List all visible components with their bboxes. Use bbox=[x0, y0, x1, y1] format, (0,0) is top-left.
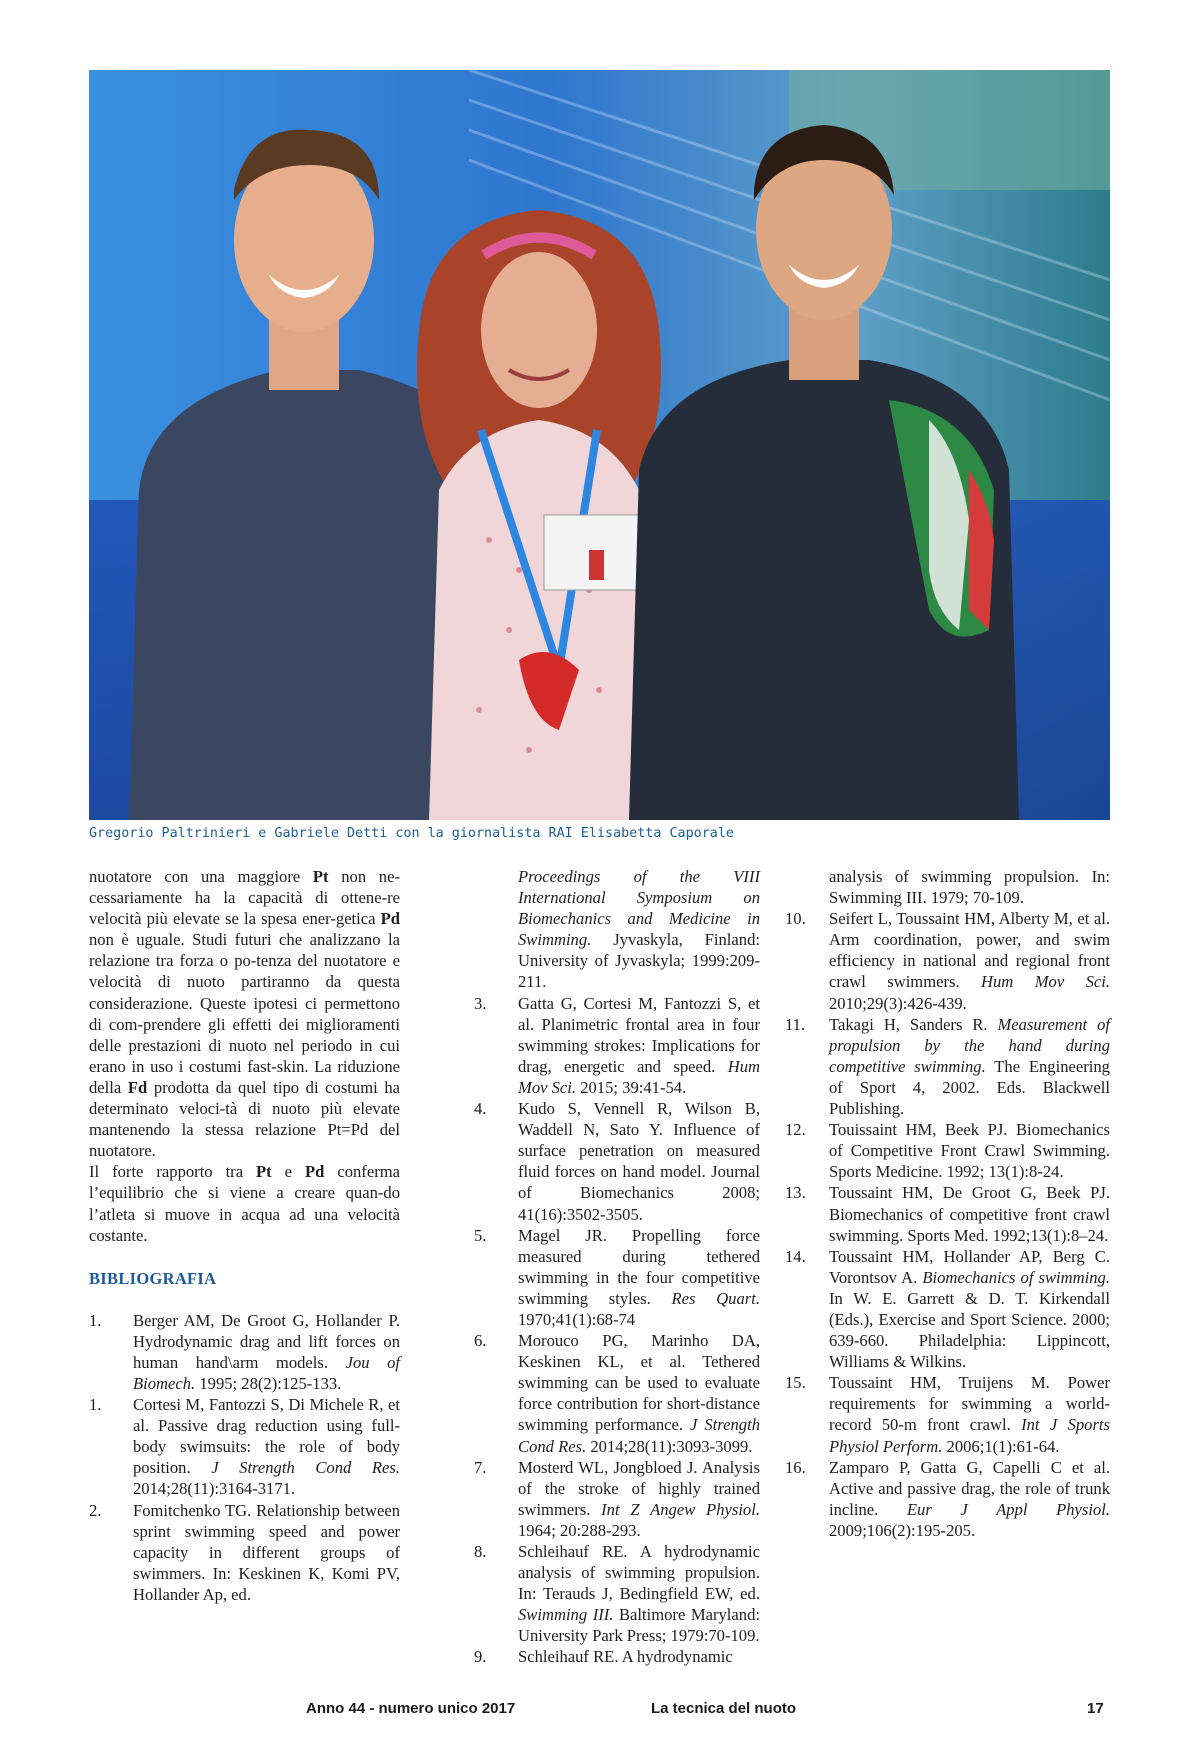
reference-number: 2. bbox=[89, 1500, 102, 1520]
reference-segment: Zamparo P, Gatta G, Capelli C et al. Active and passive drag, the role of trunk incline. bbox=[829, 1457, 1110, 1519]
column-3 bbox=[785, 866, 1110, 1541]
reference-number: 16. bbox=[785, 1457, 806, 1477]
reference-journal-italic: J Strength Cond Res. bbox=[211, 1458, 400, 1478]
footer-issue: Anno 44 - numero unico 2017 bbox=[306, 1700, 516, 1717]
reference-number: 3. bbox=[474, 993, 487, 1013]
reference-text bbox=[133, 1310, 400, 1394]
reference-item bbox=[785, 1372, 1110, 1456]
reference-item bbox=[785, 1014, 1110, 1119]
reference-segment: 1970;41(1):68-74 bbox=[518, 1309, 636, 1329]
reference-segment: Cortesi M, Fantozzi S, Di Michele R, et al. Passive drag reduction using full-body swimsuits: the role of body position. bbox=[133, 1395, 400, 1478]
reference-journal-italic: Hum Mov Sci. bbox=[981, 972, 1111, 992]
reference-segment: 1995; 28(2):125-133. bbox=[195, 1373, 342, 1393]
term-pd: Pd bbox=[380, 909, 400, 929]
reference-segment: Morouco PG, Marinho DA, Keskinen KL, et al. Tethered swimming can be used to evaluate force contribution for short-distance swimming performance. bbox=[518, 1331, 760, 1435]
reference-number: 15. bbox=[785, 1373, 806, 1393]
reference-segment: Mosterd WL, Jongbloed J. Analysis of the stroke of highly trained swimmers. bbox=[518, 1457, 760, 1519]
reference-item bbox=[474, 1225, 760, 1330]
reference-journal-italic: Measurement of propulsion by the hand during competitive swimming. bbox=[829, 1014, 1110, 1076]
reference-segment: Fomitchenko TG. Relationship between sprint swimming speed and power capacity in different groups of swimmers. In: Keskinen K, Komi PV, Hollander Ap, ed. bbox=[133, 1500, 400, 1604]
reference-number: 8. bbox=[474, 1542, 487, 1561]
reference-segment: 2015; 39:41-54. bbox=[576, 1077, 687, 1097]
reference-segment: In W. E. Garrett & D. T. Kirkendall (Eds.), Exercise and Sport Science. 2000; 639-660. Philadelphia: Lippincott, Williams & Wilkins. bbox=[829, 1288, 1110, 1372]
reference-list-col2 bbox=[474, 866, 760, 1668]
reference-number: 6. bbox=[474, 1331, 487, 1351]
article-photo bbox=[89, 70, 1110, 820]
reference-text bbox=[829, 1372, 1110, 1456]
reference-text bbox=[829, 1246, 1110, 1373]
reference-journal-italic: Int J Sports Physiol Perform. bbox=[829, 1415, 1110, 1456]
reference-segment: Toussaint HM, Hollander AP, Berg C. Vorontsov A. bbox=[829, 1246, 1110, 1287]
reference-segment: 2010;29(3):426-439. bbox=[829, 993, 967, 1013]
reference-journal-italic: Hum Mov Sci. bbox=[518, 1056, 760, 1097]
reference-item bbox=[785, 1457, 1110, 1541]
reference-number: 1. bbox=[89, 1395, 102, 1415]
reference-item bbox=[474, 1330, 760, 1457]
reference-segment: 1964; 20:288-293. bbox=[518, 1520, 641, 1540]
reference-text bbox=[518, 1646, 760, 1667]
reference-number: 14. bbox=[785, 1246, 806, 1266]
reference-list-col1 bbox=[89, 1310, 400, 1605]
person-center bbox=[417, 210, 661, 820]
reference-segment: Berger AM, De Groot G, Hollander P. Hydrodynamic drag and lift forces on human hand\arm models. bbox=[133, 1310, 400, 1372]
reference-item bbox=[474, 993, 760, 1098]
reference-segment: Jyvaskyla, Finland: University of Jyvaskyla; 1999:209-211. bbox=[518, 930, 760, 992]
reference-segment: Toussaint HM, De Groot G, Beek PJ. Biomechanics of competitive front crawl swimming. Sports Med. 1992;13(1):8–24. bbox=[829, 1183, 1110, 1245]
reference-number: 9. bbox=[474, 1647, 487, 1667]
reference-journal-italic: Res Quart. bbox=[671, 1288, 760, 1308]
reference-item bbox=[89, 1310, 400, 1394]
reference-segment: The Engineering of Sport 4, 2002. Eds. Blackwell Publishing. bbox=[829, 1056, 1110, 1119]
reference-segment: 2009;106(2):195-205. bbox=[829, 1520, 976, 1540]
reference-item bbox=[89, 1500, 400, 1605]
reference-segment: Baltimore Maryland: University Park Press; 1979:70-109. bbox=[518, 1605, 760, 1646]
reference-text bbox=[518, 1457, 760, 1541]
reference-segment: 2014;28(11):3164-3171. bbox=[133, 1479, 296, 1499]
reference-text bbox=[518, 1541, 760, 1646]
reference-text bbox=[518, 993, 760, 1098]
reference-segment: Gatta G, Cortesi M, Fantozzi S, et al. Planimetric frontal area in four swimming strokes: Implications for drag, energetic and speed. bbox=[518, 993, 760, 1076]
reference-number: 13. bbox=[785, 1183, 806, 1203]
reference-item bbox=[785, 1246, 1110, 1373]
reference-item bbox=[785, 908, 1110, 1013]
reference-list-col3 bbox=[785, 866, 1110, 1541]
reference-segment: Touissaint HM, Beek PJ. Biomechanics of Competitive Front Crawl Swimming. Sports Medicine. 1992; 13(1):8-24. bbox=[829, 1120, 1110, 1182]
reference-journal-italic: J Strength Cond Res. bbox=[518, 1415, 760, 1456]
reference-number: 4. bbox=[474, 1099, 487, 1119]
term-fd: Fd bbox=[127, 1077, 148, 1097]
term-pt: Pt bbox=[312, 867, 329, 886]
reference-text bbox=[518, 1098, 760, 1225]
reference-journal-italic: Eur J Appl Physiol. bbox=[906, 1499, 1110, 1519]
reference-segment: Kudo S, Vennell R, Wilson B, Waddell N, Sato Y. Influence of surface penetration on measured fluid forces on hand model. Journal of Biomechanics 2008; 41(16):3502-3505. bbox=[518, 1099, 760, 1224]
reference-item bbox=[785, 1182, 1110, 1245]
footer-magazine-title: La tecnica del nuoto bbox=[651, 1700, 797, 1717]
reference-segment: Schleihauf RE. A hydrodynamic bbox=[518, 1647, 733, 1667]
reference-segment: Schleihauf RE. A hydrodynamic analysis of swimming propulsion. In: Terauds J, Bedingfield EW, ed. bbox=[518, 1542, 760, 1604]
column-1 bbox=[89, 866, 400, 1605]
reference-number: 1. bbox=[89, 1310, 102, 1330]
reference-number: 7. bbox=[474, 1457, 487, 1477]
reference-segment: Takagi H, Sanders R. bbox=[829, 1014, 998, 1034]
reference-text bbox=[518, 1225, 760, 1330]
reference-journal-italic: Int Z Angew Physiol. bbox=[601, 1499, 760, 1519]
photo-caption: Gregorio Paltrinieri e Gabriele Detti con la giornalista RAI Elisabetta Caporale bbox=[89, 826, 734, 841]
reference-text bbox=[133, 1500, 400, 1605]
reference-text bbox=[829, 1182, 1110, 1245]
column-2 bbox=[474, 866, 760, 1668]
reference-segment: 2014;28(11):3093-3099. bbox=[586, 1436, 753, 1456]
reference-journal-italic: Proceedings of the VIII International Symposium on Biomechanics and Medicine in Swimming. bbox=[518, 867, 760, 950]
reference-number: 10. bbox=[785, 909, 806, 929]
reference-item bbox=[474, 1646, 760, 1667]
body-paragraph-1: nuotatore con una maggiore Pt non ne-cessariamente ha la capacità di ottene-re velocità più elevate se la spesa ener-getica Pd non è uguale. Studi futuri che analizzano la relazione tra forza o po-tenza del nuotatore e velocità di nuoto partiranno da questa considerazione. Queste ipotesi ci permettono di com-prendere gli effetti dei miglioramenti delle prestazioni di nuoto nel periodo in cui erano in uso i costumi fast-skin. La riduzione della Fd prodotta da quel tipo di costumi ha determinato veloci-tà di nuoto più elevate mantenendo la stessa relazione Pt=Pd del nuotatore. bbox=[89, 867, 401, 1161]
reference-item bbox=[785, 866, 1110, 908]
reference-item bbox=[474, 1541, 760, 1646]
reference-number: 11. bbox=[785, 1014, 806, 1034]
reference-text bbox=[518, 1330, 760, 1457]
reference-text bbox=[829, 1014, 1110, 1119]
reference-text bbox=[133, 1394, 400, 1499]
reference-item bbox=[474, 866, 760, 993]
body-paragraph-2: Il forte rapporto tra Pt e Pd conferma l’equilibrio che si viene a creare quan-do l’atleta si muove in acqua ad una velocità costante. bbox=[89, 1162, 400, 1245]
photo-illustration bbox=[89, 70, 1110, 820]
reference-item bbox=[474, 1457, 760, 1541]
reference-journal-italic: Biomechanics of swimming. bbox=[922, 1267, 1110, 1287]
reference-segment: analysis of swimming propulsion. In: Swimming III. 1979; 70-109. bbox=[829, 867, 1110, 908]
reference-item bbox=[785, 1119, 1110, 1182]
page-number: 17 bbox=[1087, 1700, 1104, 1717]
reference-number: 12. bbox=[785, 1120, 806, 1140]
reference-text bbox=[829, 908, 1110, 1013]
reference-journal-italic: Swimming III. bbox=[518, 1605, 614, 1625]
reference-journal-italic: Jou of Biomech. bbox=[133, 1352, 400, 1393]
reference-item bbox=[474, 1098, 760, 1225]
reference-segment: Toussaint HM, Truijens M. Power requirements for swimming a world-record 50-m front crawl. bbox=[829, 1373, 1110, 1435]
reference-item bbox=[89, 1394, 400, 1499]
reference-text bbox=[829, 1457, 1110, 1541]
reference-segment: 2006;1(1):61-64. bbox=[942, 1436, 1060, 1456]
reference-segment: Seifert L, Toussaint HM, Alberty M, et al. Arm coordination, power, and swim efficiency in national and regional front crawl swimmers. bbox=[829, 909, 1110, 992]
bibliography-heading: BIBLIOGRAFIA bbox=[89, 1268, 217, 1288]
reference-number: 5. bbox=[474, 1225, 487, 1245]
reference-segment: Magel JR. Propelling force measured during tethered swimming in the four competitive swimming styles. bbox=[518, 1225, 760, 1308]
reference-text bbox=[829, 1119, 1110, 1182]
